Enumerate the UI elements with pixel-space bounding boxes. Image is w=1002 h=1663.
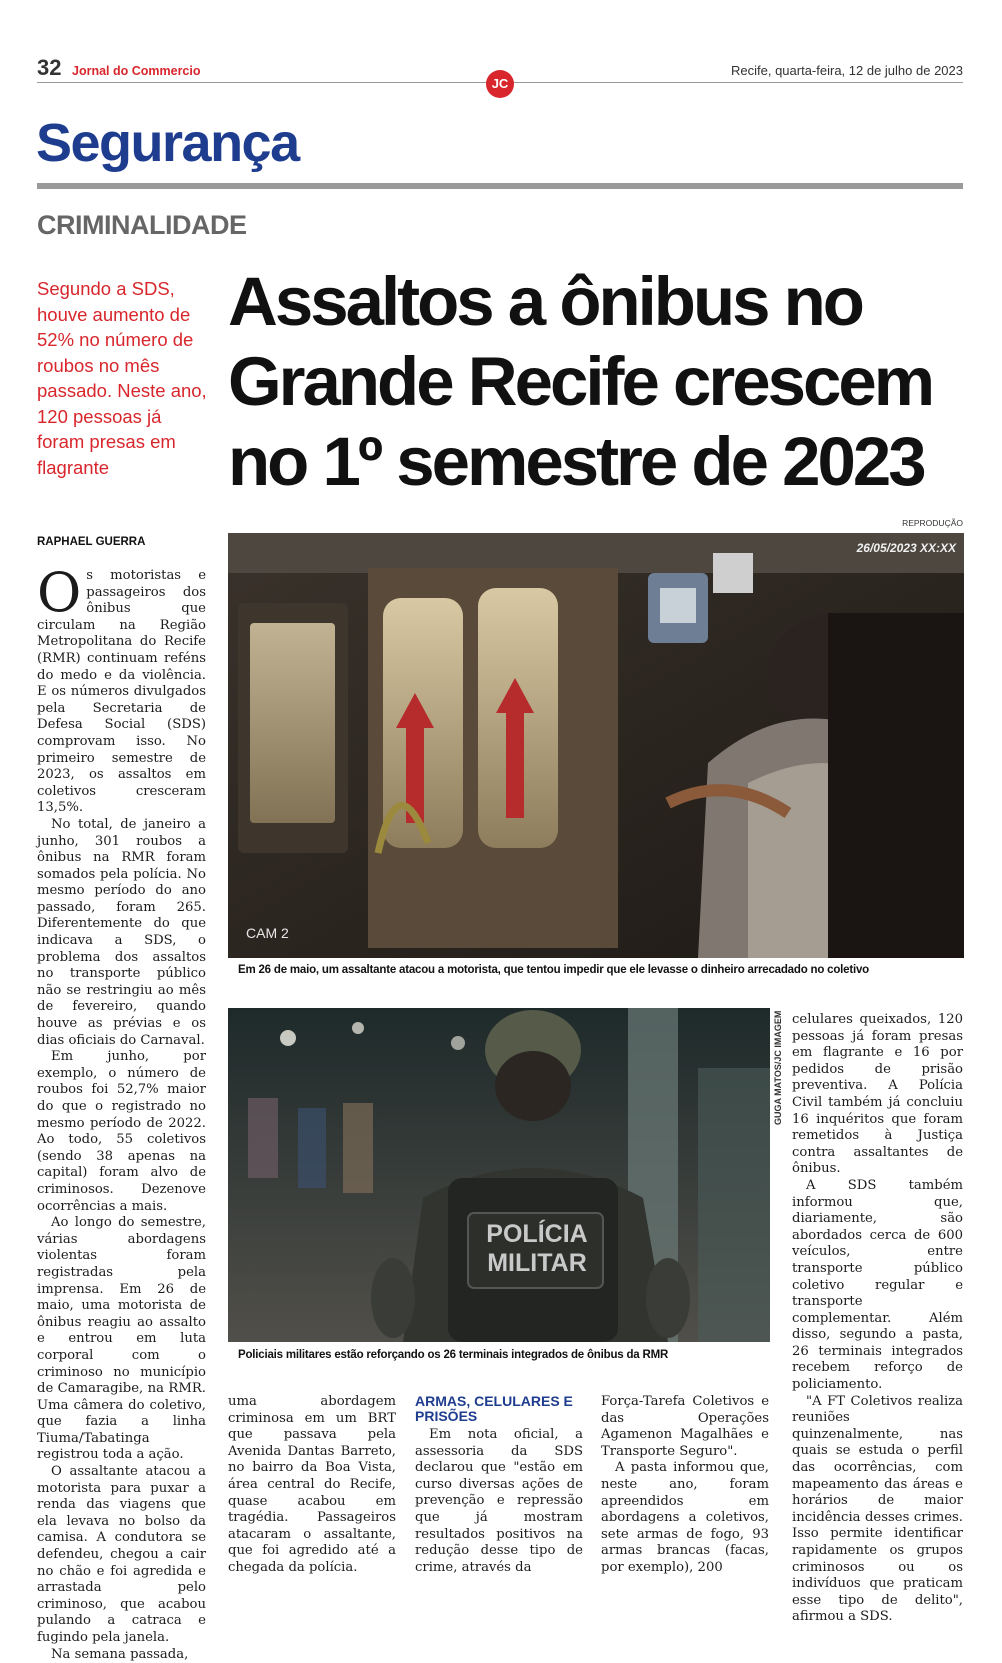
paragraph: Em junho, por exemplo, o número de roubos foi 52,7% maior do que o registrado no mesmo período de 2022. Ao todo, 55 coletivos (sendo 38 apenas na capital) foram alvo de criminosos. Dezenove ocorrências a mais. <box>37 1049 206 1214</box>
paragraph: "A FT Coletivos realiza reuniões quinzenalmente, nas quais se estuda o perfil das ocorrências, com mapeamento das áreas e horários de maior incidência desses crimes. Isso permite identificar rapidamente os grupos criminosos ou os indivíduos que praticam esse tipo de delito", afirmou a SDS. <box>792 1393 963 1625</box>
paragraph: Na semana passada, <box>51 1646 189 1662</box>
body-column-4 <box>601 1394 769 1577</box>
jc-logo-text: JC <box>491 76 509 91</box>
body-column-3 <box>415 1427 583 1576</box>
paragraph: A SDS também informou que, diariamente, são abordados cerca de 600 veículos, entre transporte público coletivo regular e transporte complementar. Além disso, segundo a pasta, 26 terminais integrados recebem reforço de policiamento. <box>792 1177 963 1393</box>
paragraph: Ao longo do semestre, várias abordagens violentas foram registradas pela imprensa. Em 26 de maio, uma motorista de ônibus reagiu ao assalto e entrou em luta corporal com o criminoso no município de Camaragibe, na RMR. Uma câmera do coletivo, que fazia a linha Tiuma/Tabatinga registrou toda a ação. <box>37 1215 206 1463</box>
paragraph-text: s motoristas e passageiros dos ônibus que circulam na Região Metropolitana do Recife (RMR) continuam reféns do medo e da violência. E os números divulgados pela Secretaria de Defesa Social (SDS) comprovam isso. No primeiro semestre de 2023, os assaltos em coletivos cresceram 13,5%. <box>37 568 206 816</box>
paragraph: uma abordagem criminosa em um BRT que passava pela Avenida Dantas Barreto, no bairro da Boa Vista, área central do Recife, quase acabou em tragédia. Passageiros atacaram o assaltante, que foi agredido até a chegada da polícia. <box>228 1394 396 1575</box>
bus-cctv-photo <box>228 533 964 958</box>
section-title: Segurança <box>36 113 299 173</box>
dateline: Recife, quarta-feira, 12 de julho de 2023 <box>731 63 963 78</box>
subhead: ARMAS, CELULARES E PRISÕES <box>415 1393 573 1424</box>
headline-line-3: no 1º semestre de 2023 <box>228 423 924 500</box>
cam-label: CAM 2 <box>246 925 289 941</box>
body-column-5 <box>792 1012 963 1626</box>
paragraph: A pasta informou que, neste ano, foram apreendidos em abordagens a coletivos, sete armas de fogo, 93 armas brancas (facas, por exemplo), 200 <box>601 1460 769 1575</box>
byline: RAPHAEL GUERRA <box>37 536 146 548</box>
drop-cap: O <box>37 561 82 624</box>
body-column-1 <box>37 561 206 1663</box>
cctv-timestamp: 26/05/2023 XX:XX <box>856 541 956 555</box>
section-rule <box>37 183 963 189</box>
paragraph: celulares queixados, 120 pessoas já foram presas em flagrante e 16 por pedidos de prisão preventiva. A Polícia Civil também já concluiu 16 inquéritos que foram remetidos à Justiça contra assaltantes de ônibus. <box>792 1012 963 1177</box>
body-column-2 <box>228 1394 396 1577</box>
headline-line-1: Assaltos a ônibus no <box>228 263 862 340</box>
paragraph: Força-Tarefa Coletivos e das Operações Agamenon Magalhães e Transporte Seguro". <box>601 1394 769 1459</box>
paragraph: Em nota oficial, a assessoria da SDS declarou que "estão em curso diversas ações de prevenção e repressão que já mostram resultados positivos na redução desse tipo de crime, através da <box>415 1427 583 1575</box>
police-officer-photo <box>228 1008 770 1342</box>
vest-text-line-1: POLÍCIA <box>486 1220 588 1248</box>
kicker: CRIMINALIDADE <box>37 210 247 240</box>
deck: Segundo a SDS, houve aumento de 52% no número de roubos no mês passado. Neste ano, 120 pessoas já foram presas em flagrante <box>37 278 207 478</box>
photo1-credit: REPRODUÇÃO <box>902 518 963 528</box>
publication-name: Jornal do Commercio <box>72 64 201 78</box>
bus-cctv-illustration <box>228 533 964 958</box>
photo2-caption: Policiais militares estão reforçando os 26 terminais integrados de ônibus da RMR <box>238 1349 669 1361</box>
photo2-credit: GUGA MATOS/JC IMAGEM <box>773 1010 783 1125</box>
paragraph: O assaltante atacou a motorista para puxar a renda das viagens que ela levava no bolso da camisa. A condutora se defendeu, chegou a cair no chão e foi agredida e arrastada pelo criminoso, que acabou pulando a catraca e fugindo pela janela. <box>37 1464 206 1645</box>
vest-text-line-2: MILITAR <box>487 1249 587 1277</box>
first-paragraph <box>37 561 206 817</box>
photo1-caption: Em 26 de maio, um assaltante atacou a motorista, que tentou impedir que ele levasse o dinheiro arrecadado no coletivo <box>238 964 870 976</box>
vest-text <box>475 1220 599 1278</box>
police-illustration <box>228 1008 770 1342</box>
jc-logo <box>486 70 514 98</box>
paragraph: No total, de janeiro a junho, 301 roubos a ônibus na RMR foram somados pela polícia. No mesmo período do ano passado, foram 265. Diferentemente do que indicava a SDS, o problema dos assaltos no transporte público não se restringiu ao mês de fevereiro, quando houve as prévias e os dias oficiais do Carnaval. <box>37 816 206 1048</box>
headline <box>228 262 968 502</box>
headline-line-2: Grande Recife crescem <box>228 343 933 420</box>
page-number: 32 <box>37 55 62 80</box>
